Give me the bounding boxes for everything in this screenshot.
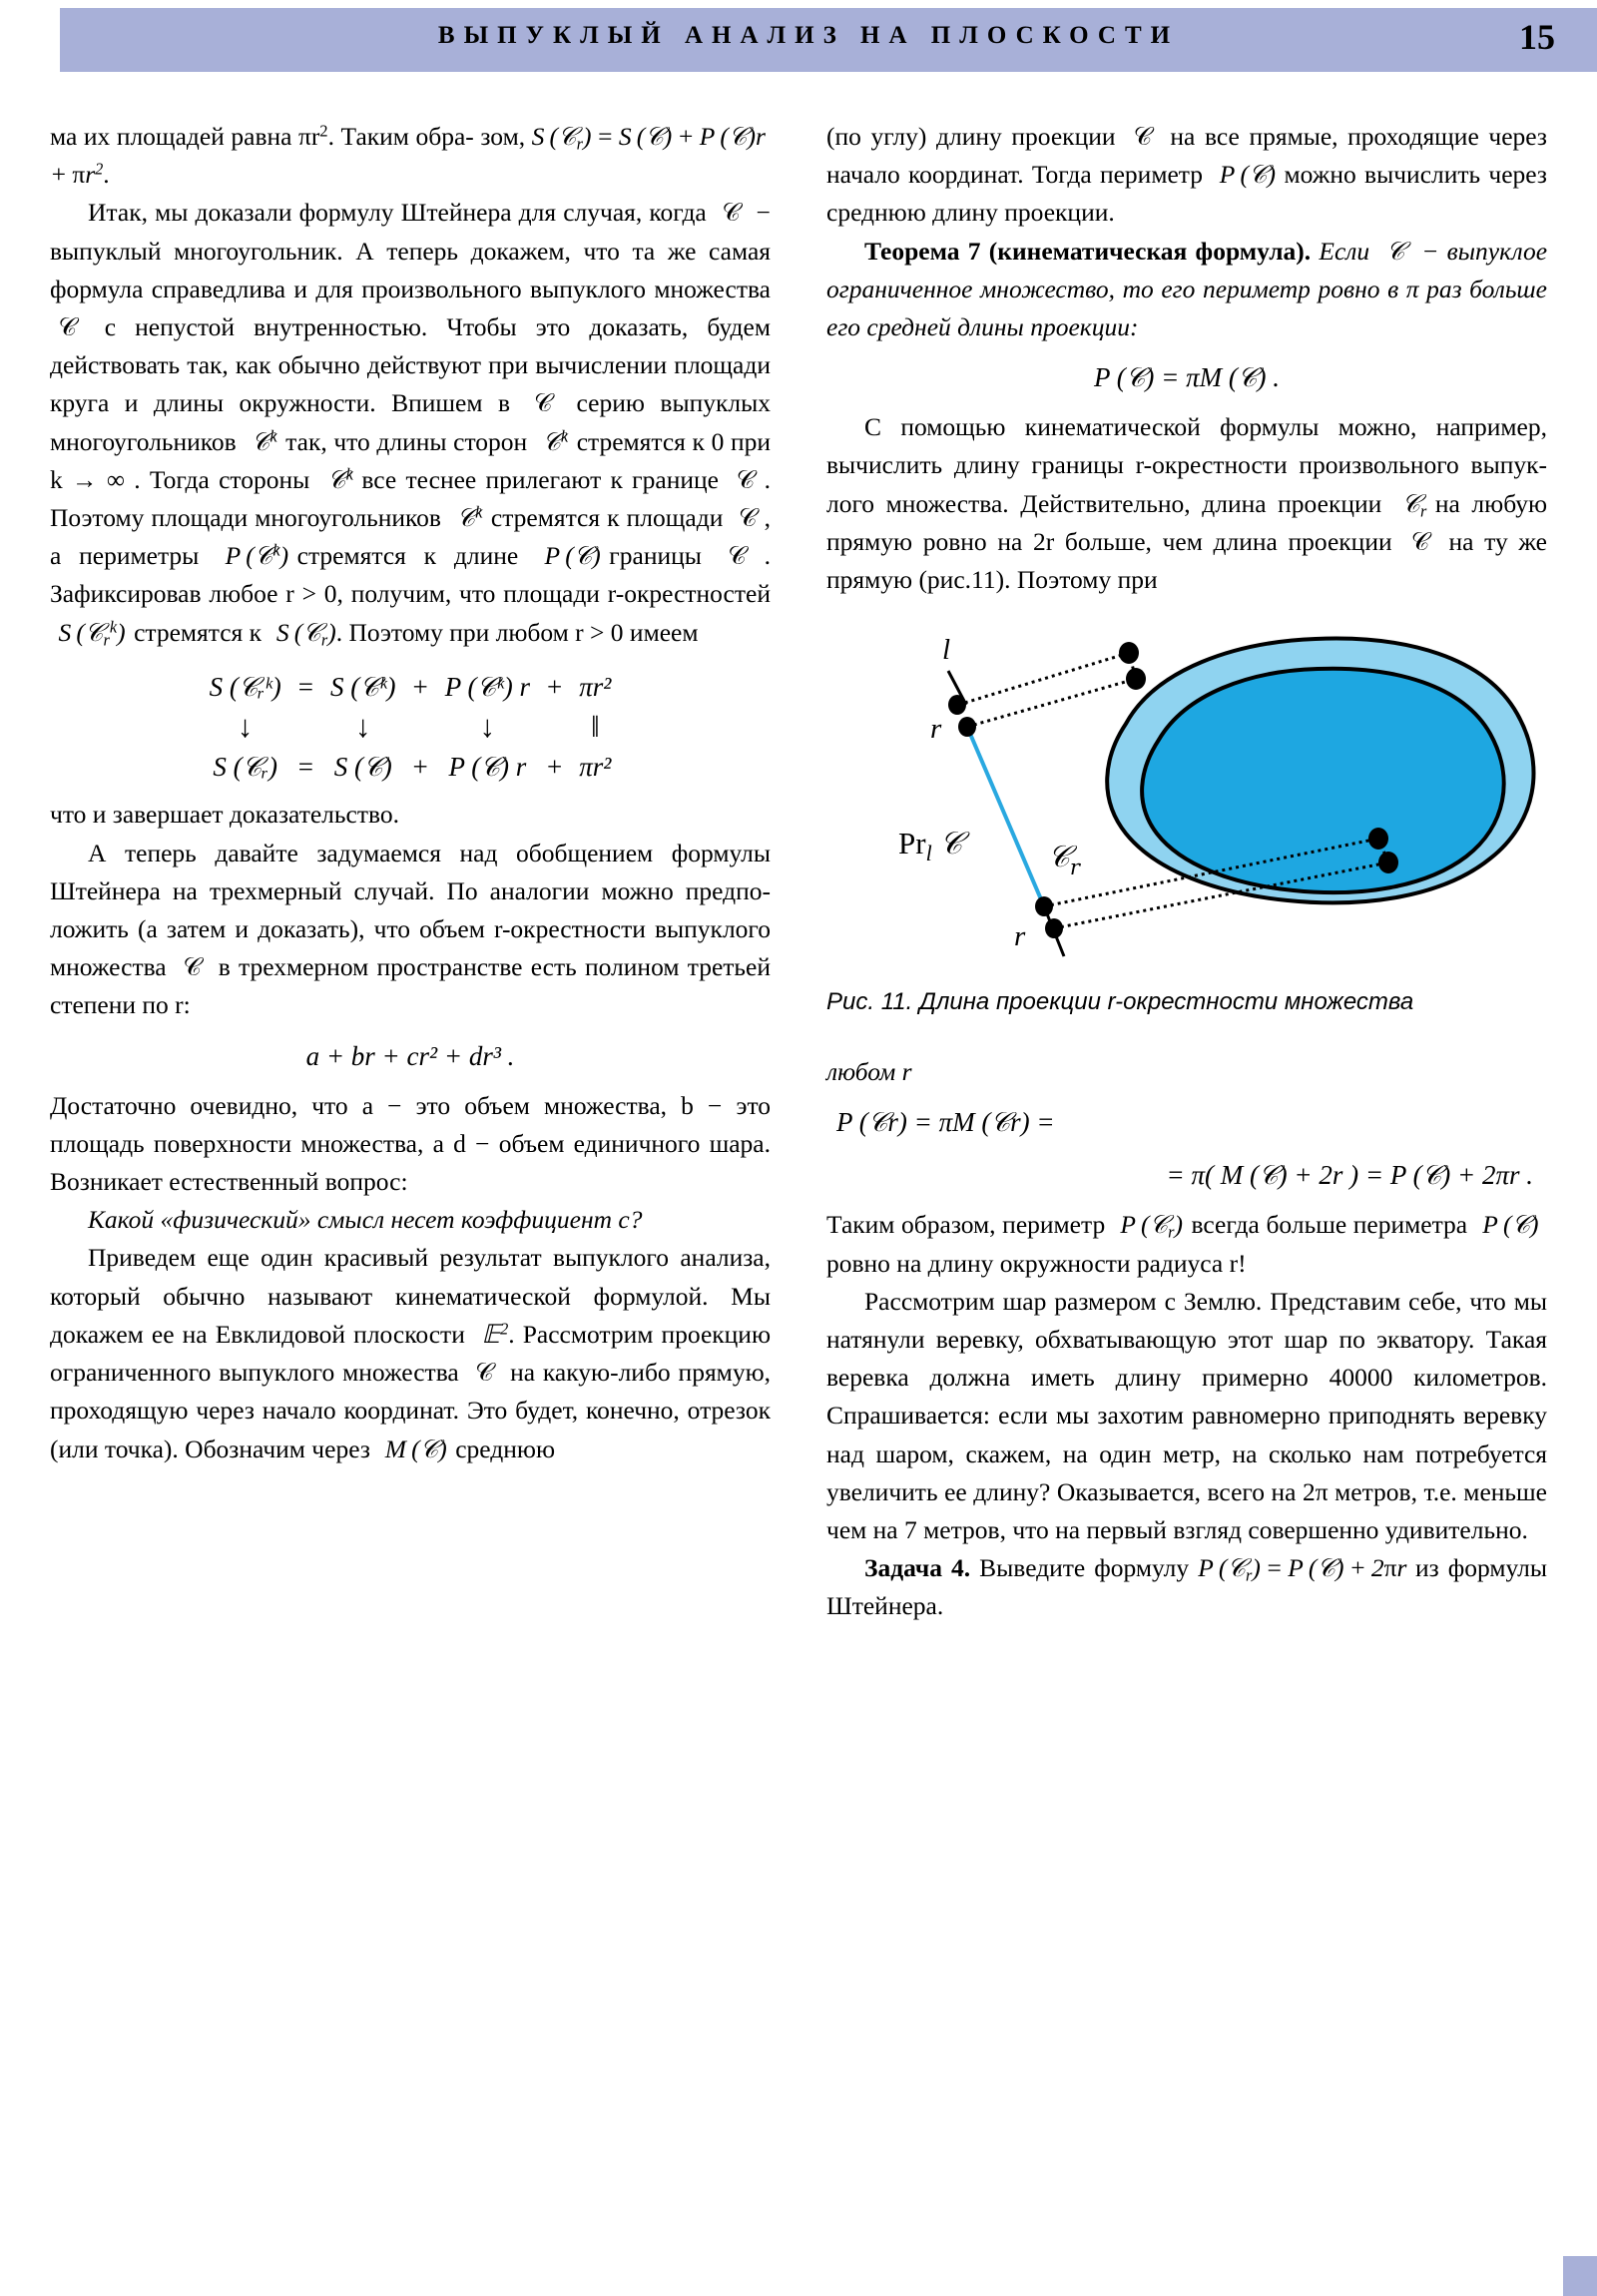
corner-mark [1563,2256,1597,2296]
paragraph-kinematic-intro [50,1239,771,1467]
left-column [50,118,771,1468]
eq-cell: P (𝒞ᵏ) r [444,671,531,702]
text-run: стремятся к площади 𝒞 , а периметры [50,503,772,571]
inline-formula-ck3: 𝒞$^k$ [318,464,353,494]
paragraph-proof-end: что и завершает доказательство. [50,800,399,830]
display-equation-pcr-line1: P (𝒞r) = πM (𝒞r) = [836,1107,1055,1138]
inline-formula-pc2: P (𝒞) [1473,1210,1548,1240]
eq-cell: S (𝒞ᵏ) [329,671,396,702]
text-run: на любую прямую ровно на 2r больше, чем длина проекции 𝒞 на ту же прямую (рис.11). Поэтому при [826,488,1548,595]
text-run: . Рассмотрим проекцию ограниченного выпуклого множества 𝒞 на какую-либо прямую, проходящую через начало координат. Это будет, конечно, отрезок (или точка). Обозначим через [50,1319,771,1463]
down-arrow-icon: ↓ [479,709,496,745]
point-dot [1368,828,1388,850]
point-dot [1126,668,1146,690]
right-column [826,118,1547,1626]
theorem-7 [826,233,1547,347]
projection-ray-top-outer [958,653,1129,705]
task-4 [826,1549,1547,1625]
text-run: ма их площадей равна πr [50,122,320,151]
eq-cell: P (𝒞) r [448,752,527,783]
steiner-row-approx [203,668,619,706]
eq-operator: + [547,752,563,783]
down-arrow-icon: ↓ [237,709,254,745]
text-run: среднюю [455,1434,555,1463]
eq-operator: + [412,752,428,783]
page-title: ВЫПУКЛЫЙ АНАЛИЗ НА ПЛОСКОСТИ [437,22,1180,49]
figure-label-c-inner: 𝒞 [1076,752,1098,788]
paragraph-perimeter-conclusion [826,1206,1547,1282]
spacer [537,706,572,748]
spacer [288,706,323,748]
superscript: 2 [319,121,328,141]
inline-formula-scr: S (𝒞$_r$) [267,617,336,650]
paragraph-kinematic-application [826,408,1547,599]
inline-formula-ck4: 𝒞$^k$ [448,502,483,533]
display-equation-pcr-line2: = π( M (𝒞) + 2r ) = P (𝒞) + 2πr . [1166,1160,1533,1191]
figure-label-cr: 𝒞$_r$ [1048,840,1080,880]
text-run: всегда больше периметра [1191,1210,1468,1240]
text-run: из формулы Штейнера. [826,1553,1547,1621]
inline-formula-ck: 𝒞$^k$ [243,426,277,456]
figure-label-r-bottom: r [1014,920,1026,953]
down-arrow-icon: ↓ [354,709,371,745]
figure-label-l: l [942,634,951,667]
inline-formula-cr: 𝒞$_r$ [1392,488,1427,521]
text-run: любом r [826,1057,912,1087]
spacer [403,706,438,748]
inner-convex-set-shape [1142,669,1504,892]
steiner-row-limit [203,748,619,786]
paragraph-any-r [826,1053,1547,1091]
inline-formula-e2: 𝔼$^2$ [472,1319,509,1349]
point-dot [1045,918,1063,938]
paragraph-3d-generalization: А теперь давайте задумаемся над обобщением формулы Штейнера на трехмерный случай. По аналогии можно предположить (а затем и доказать), что объем r-окрестности выпуклого множества 𝒞 в трехмерном пространстве есть полином третьей степени по r: [50,838,771,1020]
steiner-limit-block [50,668,771,787]
text-run: стремятся к 0 при k → ∞ . Тогда стороны [50,426,772,494]
parallel-icon: ‖ [590,709,600,745]
text-run: Выведите формулу [979,1553,1190,1583]
text-run: ровно на длину окружности радиуса r! [826,1248,1247,1278]
eq-operator: = [297,671,313,702]
point-dot [948,695,966,715]
inline-formula-task: P (𝒞$_r$) = P (𝒞) + 2πr [1198,1553,1415,1585]
eq-operator: = [297,752,313,783]
text-run: Итак, мы доказали формулу Штейнера для случая, когда 𝒞 − выпуклый многоугольник. А теперь докажем, что та же самая формула справедлива и для произвольного выпуклого множества 𝒞 с непустой внутренностью. Чтобы это доказать, будем действовать так, как обычно действуют при вычислении площади круга и длины окружности. Впишем в 𝒞 серию выпуклых многоугольников [50,198,771,456]
text-run: зом, [480,122,532,151]
theorem-label: Теорема 7 (кинематическая формула). [864,236,1312,266]
text-run: можно вычислить через среднюю длину проекции. [826,160,1548,228]
text-run: стремятся к [134,617,263,647]
eq-operator: + [547,671,563,702]
text-run: Таким образом, периметр [826,1210,1106,1240]
text-run: стремятся к длине [296,541,519,571]
inline-formula-mc: M (𝒞) [376,1434,456,1463]
paragraph-continuation: ма их площадей равна $\pi r^2$. Таким обра- зом, S (𝒞$_r$) = S (𝒞) + P (𝒞)r + $\pi r^2$. [50,121,772,190]
paragraph-steiner-proof [50,194,771,651]
text-run: так, что длины сторон [285,426,528,456]
figure-11 [826,609,1547,980]
eq-cell: S (𝒞) [333,752,392,783]
paragraph-question-italic: Какой «физический» смысл несет коэффициент c? [88,1205,643,1235]
inline-formula-sckr: S (𝒞$_r^k$) [50,617,135,650]
figure-caption: Рис. 11. Длина проекции r-окрестности множества [826,988,1414,1016]
inline-formula-pc-right: P (𝒞) [1211,160,1285,190]
steiner-row-arrows [203,706,619,748]
paragraph-earth-rope: Рассмотрим шар размером с Землю. Представим себе, что мы натянули веревку, обхватывающую этот шар по экватору. Такая веревка должна иметь длину примерно 40000 километров. Спрашивается: если мы захотим равномерно приподнять веревку над шаром, скажем, на один метр, на сколько нам потребуется увеличить ее длину? Оказывается, всего на 2π метров, т.е. меньше чем на 7 метров, что на первый взгляд совершенно удивительно. [826,1286,1547,1545]
point-dot [1378,852,1398,873]
point-dot [1119,642,1139,664]
figure-label-projection: $Pr_l$ 𝒞 [898,826,963,866]
paragraph-projection-def [826,118,1547,233]
text-run: . Поэтому при любом r > 0 имеем [335,617,699,647]
eq-cell: S (𝒞ᵣᵏ) [209,671,281,702]
task-label: Задача 4. [864,1553,971,1583]
eq-operator: + [412,671,428,702]
figure-11-svg [826,609,1547,980]
theorem-statement: Если 𝒞 − выпуклое ограниченное множество, то его периметр ровно в π раз больше его средней длины проекции: [826,236,1548,342]
inline-formula-ck2: 𝒞$^k$ [533,426,569,456]
eq-cell: πr² [579,752,612,783]
point-dot [1035,896,1053,916]
inline-formula-pck: P (𝒞$^k$) [217,540,297,571]
figure-label-r-top: r [930,713,942,746]
display-equation-volume-polynomial: a + br + cr² + dr³ . [305,1040,515,1071]
text-run: Приведем еще один красивый результат выпуклого анализа, который обычно называют кинематической формулой. Мы докажем ее на Евклидовой плоскости [50,1243,771,1349]
text-run: . Таким обра- [327,122,474,151]
text-run: (по углу) длину проекции 𝒞 на все прямые, проходящие через начало координат. Тогда периметр [826,122,1547,190]
text-run: С помощью кинематической формулы можно, например, вычислить длину границы r-окрестности произвольного выпуклого множества. Действительно, длина проекции [826,412,1547,518]
inline-formula-pc: P (𝒞) [536,541,610,571]
projection-ray-top-inner [967,679,1136,727]
page-number: 15 [1519,17,1555,57]
text-run: все теснее прилегают к границе 𝒞 . Поэтому площади многоугольников [50,464,771,533]
eq-cell: πr² [579,671,612,702]
projection-segment [967,727,1044,906]
text-run: границы 𝒞 . Зафиксировав любое r > 0, получим, что площади r-окрестностей [50,541,771,609]
point-dot [958,717,976,737]
display-equation-kinematic: P (𝒞) = πM (𝒞) . [1093,362,1281,393]
eq-cell: S (𝒞ᵣ) [213,752,277,783]
inline-formula-steiner: S (𝒞$_r$) = S (𝒞) + P (𝒞)r + $\pi r^2$ [50,122,772,190]
paragraph-coefficients: Достаточно очевидно, что a − это объем множества, b − это площадь поверхности множества, а d − объем единичного шара. Возникает естественный вопрос: [50,1090,771,1197]
inline-formula-pcr: P (𝒞$_r$) [1111,1210,1192,1242]
